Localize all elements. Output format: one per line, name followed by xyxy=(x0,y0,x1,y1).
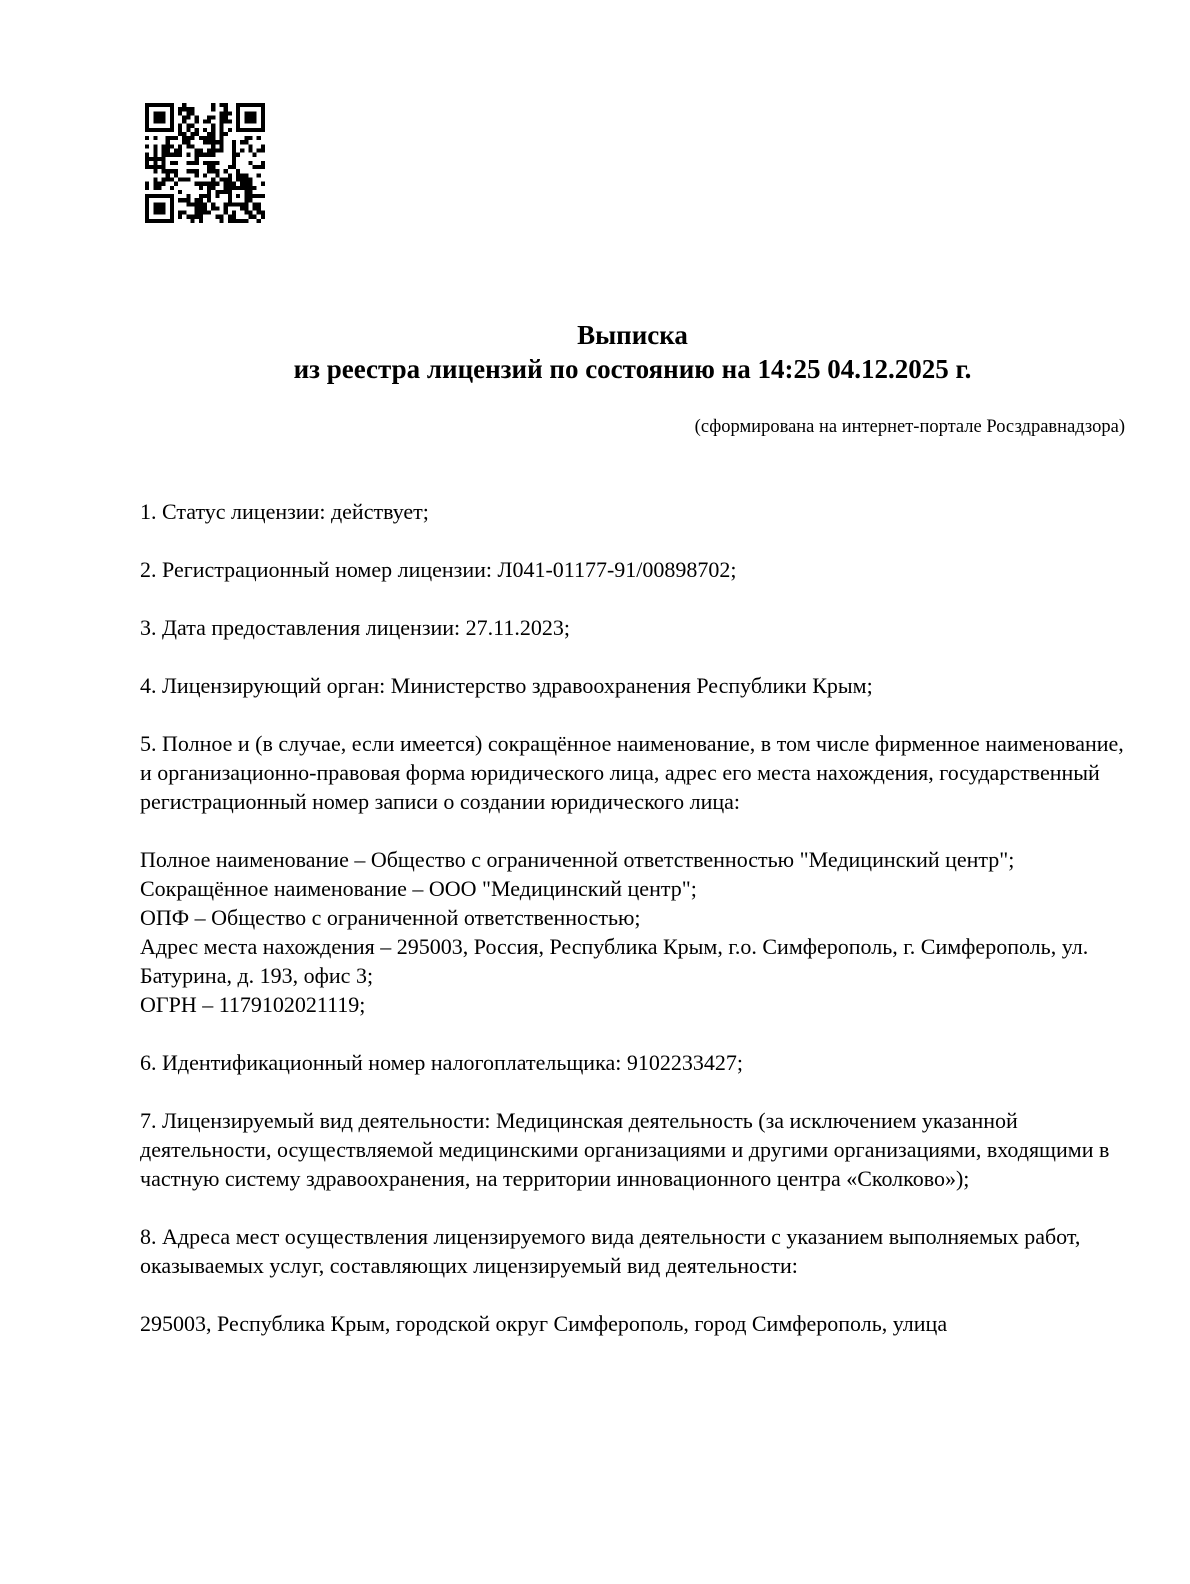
document-title xyxy=(140,318,1125,386)
org-legal-form: ОПФ – Общество с ограниченной ответственностью; xyxy=(140,905,641,930)
para-grant-date: 3. Дата предоставления лицензии: 27.11.2023; xyxy=(140,615,570,640)
org-full-name: Полное наименование – Общество с ограниченной ответственностью "Медицинский центр"; xyxy=(140,847,1015,872)
title-line-1: Выписка xyxy=(577,320,688,350)
para-activity-addresses-intro: 8. Адреса мест осуществления лицензируемого вида деятельности с указанием выполняемых работ, оказываемых услуг, составляющих лицензируемый вид деятельности: xyxy=(140,1224,1081,1278)
para-activity-type: 7. Лицензируемый вид деятельности: Медицинская деятельность (за исключением указанной деятельности, осуществляемой медицинскими организациями и другими организациями, входящими в частную систему здравоохранения, на территории инновационного центра «Сколково»); xyxy=(140,1108,1110,1191)
para-registration-number: 2. Регистрационный номер лицензии: Л041-01177-91/00898702; xyxy=(140,557,737,582)
para-activity-address: 295003, Республика Крым, городской округ Симферополь, город Симферополь, улица xyxy=(140,1311,948,1336)
document-body xyxy=(140,497,1125,1338)
para-license-status: 1. Статус лицензии: действует; xyxy=(140,499,429,524)
qr-code-icon xyxy=(145,103,265,223)
organization-details xyxy=(140,845,1125,1019)
org-address: Адрес места нахождения – 295003, Россия, Республика Крым, г.о. Симферополь, г. Симферополь, ул. Батурина, д. 193, офис 3; xyxy=(140,934,1089,988)
org-short-name: Сокращённое наименование – ООО "Медицинский центр"; xyxy=(140,876,697,901)
org-ogrn: ОГРН – 1179102021119; xyxy=(140,992,366,1017)
para-name-intro: 5. Полное и (в случае, если имеется) сокращённое наименование, в том числе фирменное наименование, и организационно-правовая форма юридического лица, адрес его места нахождения, государственный регистрационный номер записи о создании юридического лица: xyxy=(140,731,1124,814)
title-line-2: из реестра лицензий по состоянию на 14:25 04.12.2025 г. xyxy=(293,354,972,384)
para-inn: 6. Идентификационный номер налогоплательщика: 9102233427; xyxy=(140,1050,743,1075)
document-subtitle: (сформирована на интернет-портале Росздравнадзора) xyxy=(694,417,1125,437)
para-licensing-authority: 4. Лицензирующий орган: Министерство здравоохранения Республики Крым; xyxy=(140,673,873,698)
